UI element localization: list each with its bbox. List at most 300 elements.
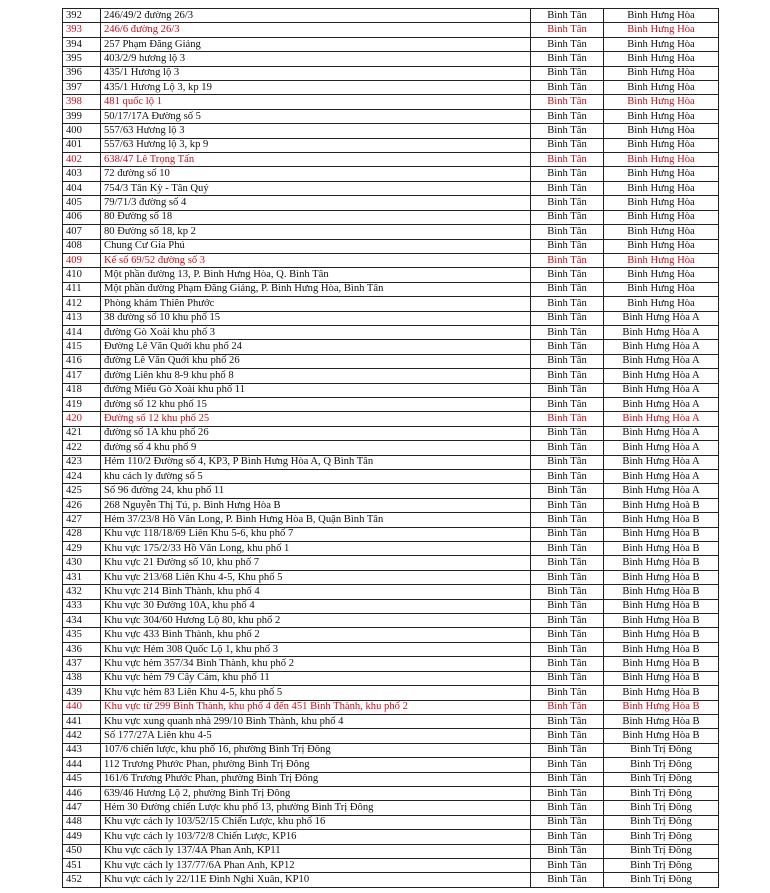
address-cell: Khu vực 304/60 Hương Lộ 80, khu phố 2 bbox=[101, 614, 531, 628]
district-cell: Bình Tân bbox=[531, 570, 604, 584]
row-number-cell: 395 bbox=[63, 52, 101, 66]
ward-cell: Bình Hưng Hòa bbox=[604, 167, 719, 181]
district-cell: Bình Tân bbox=[531, 95, 604, 109]
table-row bbox=[63, 599, 719, 613]
table-row bbox=[63, 830, 719, 844]
district-cell: Bình Tân bbox=[531, 758, 604, 772]
row-number-cell: 420 bbox=[63, 412, 101, 426]
ward-cell: Bình Hưng Hòa B bbox=[604, 585, 719, 599]
district-cell: Bình Tân bbox=[531, 124, 604, 138]
address-cell: Khu vực 175/2/33 Hồ Văn Long, khu phố 1 bbox=[101, 542, 531, 556]
district-cell: Bình Tân bbox=[531, 470, 604, 484]
district-cell: Bình Tân bbox=[531, 815, 604, 829]
table-row bbox=[63, 498, 719, 512]
row-number-cell: 392 bbox=[63, 9, 101, 23]
ward-cell: Bình Hưng Hòa bbox=[604, 109, 719, 123]
table-row bbox=[63, 642, 719, 656]
table-row bbox=[63, 470, 719, 484]
address-cell: Khu vực 30 Đường 10A, khu phố 4 bbox=[101, 599, 531, 613]
ward-cell: Bình Hưng Hoà B bbox=[604, 498, 719, 512]
ward-cell: Bình Trị Đông bbox=[604, 758, 719, 772]
address-cell: Một phần đường Phạm Đăng Giảng, P. Bình Hưng Hòa, Bình Tân bbox=[101, 282, 531, 296]
address-cell: đường Lê Văn Quới khu phố 26 bbox=[101, 354, 531, 368]
district-cell: Bình Tân bbox=[531, 599, 604, 613]
address-cell: Khu vực cách ly 22/11E Đình Nghi Xuân, KP10 bbox=[101, 873, 531, 887]
row-number-cell: 415 bbox=[63, 340, 101, 354]
district-cell: Bình Tân bbox=[531, 297, 604, 311]
table-row bbox=[63, 268, 719, 282]
district-cell: Bình Tân bbox=[531, 196, 604, 210]
district-cell: Bình Tân bbox=[531, 37, 604, 51]
address-cell: 268 Nguyễn Thị Tú, p. Bình Hưng Hòa B bbox=[101, 498, 531, 512]
ward-cell: Bình Hưng Hòa B bbox=[604, 542, 719, 556]
district-cell: Bình Tân bbox=[531, 700, 604, 714]
ward-cell: Bình Hưng Hòa B bbox=[604, 599, 719, 613]
address-cell: Hẻm 37/23/8 Hồ Văn Long, P. Bình Hưng Hòa B, Quận Bình Tân bbox=[101, 513, 531, 527]
address-cell: 435/1 Hương Lộ 3, kp 19 bbox=[101, 81, 531, 95]
row-number-cell: 435 bbox=[63, 628, 101, 642]
address-cell: Khu vực 118/18/69 Liên Khu 5-6, khu phố 7 bbox=[101, 527, 531, 541]
address-cell: đường số 1A khu phố 26 bbox=[101, 426, 531, 440]
address-cell: Chung Cư Gia Phú bbox=[101, 239, 531, 253]
table-row bbox=[63, 210, 719, 224]
address-cell: 72 đường số 10 bbox=[101, 167, 531, 181]
ward-cell: Bình Hưng Hòa bbox=[604, 23, 719, 37]
row-number-cell: 408 bbox=[63, 239, 101, 253]
row-number-cell: 423 bbox=[63, 455, 101, 469]
address-cell: Khu vực 433 Bình Thành, khu phố 2 bbox=[101, 628, 531, 642]
ward-cell: Bình Hưng Hòa bbox=[604, 124, 719, 138]
address-cell: Phòng khám Thiên Phước bbox=[101, 297, 531, 311]
address-cell: 557/63 Hương lộ 3 bbox=[101, 124, 531, 138]
ward-cell: Bình Trị Đông bbox=[604, 844, 719, 858]
ward-cell: Bình Hưng Hòa B bbox=[604, 556, 719, 570]
row-number-cell: 448 bbox=[63, 815, 101, 829]
district-cell: Bình Tân bbox=[531, 340, 604, 354]
address-cell: Khu vực cách ly 137/77/6A Phan Anh, KP12 bbox=[101, 858, 531, 872]
table-row bbox=[63, 181, 719, 195]
address-cell: Số 96 đường 24, khu phố 11 bbox=[101, 484, 531, 498]
table-row bbox=[63, 383, 719, 397]
row-number-cell: 443 bbox=[63, 743, 101, 757]
row-number-cell: 445 bbox=[63, 772, 101, 786]
ward-cell: Bình Trị Đông bbox=[604, 858, 719, 872]
district-cell: Bình Tân bbox=[531, 109, 604, 123]
address-cell: 107/6 chiến lược, khu phố 16, phường Bình Trị Đông bbox=[101, 743, 531, 757]
address-cell: Khu vực cách ly 103/52/15 Chiến Lược, khu phố 16 bbox=[101, 815, 531, 829]
district-cell: Bình Tân bbox=[531, 498, 604, 512]
row-number-cell: 400 bbox=[63, 124, 101, 138]
table-row bbox=[63, 628, 719, 642]
address-cell: 50/17/17A Đường số 5 bbox=[101, 109, 531, 123]
district-cell: Bình Tân bbox=[531, 642, 604, 656]
row-number-cell: 449 bbox=[63, 830, 101, 844]
ward-cell: Bình Hưng Hòa A bbox=[604, 470, 719, 484]
table-row bbox=[63, 325, 719, 339]
table-row bbox=[63, 614, 719, 628]
district-cell: Bình Tân bbox=[531, 138, 604, 152]
address-cell: Khu vực hẻm 83 Liên Khu 4-5, khu phố 5 bbox=[101, 686, 531, 700]
table-row bbox=[63, 686, 719, 700]
table-row bbox=[63, 81, 719, 95]
row-number-cell: 440 bbox=[63, 700, 101, 714]
ward-cell: Bình Hưng Hòa A bbox=[604, 325, 719, 339]
row-number-cell: 432 bbox=[63, 585, 101, 599]
district-cell: Bình Tân bbox=[531, 412, 604, 426]
table-row bbox=[63, 700, 719, 714]
table-row bbox=[63, 153, 719, 167]
district-cell: Bình Tân bbox=[531, 210, 604, 224]
ward-cell: Bình Hưng Hòa bbox=[604, 37, 719, 51]
row-number-cell: 450 bbox=[63, 844, 101, 858]
ward-cell: Bình Hưng Hòa bbox=[604, 196, 719, 210]
district-cell: Bình Tân bbox=[531, 614, 604, 628]
district-cell: Bình Tân bbox=[531, 167, 604, 181]
row-number-cell: 428 bbox=[63, 527, 101, 541]
ward-cell: Bình Trị Đông bbox=[604, 743, 719, 757]
row-number-cell: 402 bbox=[63, 153, 101, 167]
district-cell: Bình Tân bbox=[531, 455, 604, 469]
row-number-cell: 397 bbox=[63, 81, 101, 95]
ward-cell: Bình Hưng Hòa bbox=[604, 225, 719, 239]
table-body bbox=[63, 9, 719, 888]
row-number-cell: 413 bbox=[63, 311, 101, 325]
address-cell: Kế số 69/52 đường số 3 bbox=[101, 253, 531, 267]
table-row bbox=[63, 253, 719, 267]
table-row bbox=[63, 484, 719, 498]
table-row bbox=[63, 527, 719, 541]
district-cell: Bình Tân bbox=[531, 354, 604, 368]
table-row bbox=[63, 455, 719, 469]
ward-cell: Bình Hưng Hòa bbox=[604, 81, 719, 95]
table-row bbox=[63, 786, 719, 800]
address-cell: Khu vực hẻm 357/34 Bình Thành, khu phố 2 bbox=[101, 657, 531, 671]
district-cell: Bình Tân bbox=[531, 253, 604, 267]
row-number-cell: 438 bbox=[63, 671, 101, 685]
row-number-cell: 427 bbox=[63, 513, 101, 527]
district-cell: Bình Tân bbox=[531, 441, 604, 455]
table-row bbox=[63, 354, 719, 368]
ward-cell: Bình Hưng Hòa A bbox=[604, 369, 719, 383]
table-row bbox=[63, 196, 719, 210]
district-cell: Bình Tân bbox=[531, 772, 604, 786]
table-row bbox=[63, 369, 719, 383]
address-cell: đường số 12 khu phố 15 bbox=[101, 397, 531, 411]
ward-cell: Bình Hưng Hòa bbox=[604, 239, 719, 253]
table-row bbox=[63, 441, 719, 455]
ward-cell: Bình Hưng Hòa bbox=[604, 9, 719, 23]
district-cell: Bình Tân bbox=[531, 225, 604, 239]
table-row bbox=[63, 412, 719, 426]
ward-cell: Bình Hưng Hòa B bbox=[604, 700, 719, 714]
ward-cell: Bình Trị Đông bbox=[604, 786, 719, 800]
ward-cell: Bình Hưng Hòa bbox=[604, 253, 719, 267]
table-row bbox=[63, 239, 719, 253]
row-number-cell: 446 bbox=[63, 786, 101, 800]
row-number-cell: 410 bbox=[63, 268, 101, 282]
table-row bbox=[63, 873, 719, 887]
table-row bbox=[63, 671, 719, 685]
district-cell: Bình Tân bbox=[531, 311, 604, 325]
address-cell: 639/46 Hương Lộ 2, phường Bình Trị Đông bbox=[101, 786, 531, 800]
ward-cell: Bình Hưng Hòa B bbox=[604, 729, 719, 743]
address-cell: 403/2/9 hương lộ 3 bbox=[101, 52, 531, 66]
ward-cell: Bình Hưng Hòa A bbox=[604, 441, 719, 455]
row-number-cell: 404 bbox=[63, 181, 101, 195]
table-row bbox=[63, 513, 719, 527]
address-cell: 257 Phạm Đăng Giảng bbox=[101, 37, 531, 51]
address-cell: Khu vực cách ly 137/4A Phan Anh, KP11 bbox=[101, 844, 531, 858]
ward-cell: Bình Hưng Hòa B bbox=[604, 513, 719, 527]
district-cell: Bình Tân bbox=[531, 585, 604, 599]
table-row bbox=[63, 297, 719, 311]
district-cell: Bình Tân bbox=[531, 397, 604, 411]
district-cell: Bình Tân bbox=[531, 542, 604, 556]
address-cell: Đường số 12 khu phố 25 bbox=[101, 412, 531, 426]
ward-cell: Bình Hưng Hòa A bbox=[604, 426, 719, 440]
district-cell: Bình Tân bbox=[531, 556, 604, 570]
district-cell: Bình Tân bbox=[531, 844, 604, 858]
ward-cell: Bình Hưng Hòa B bbox=[604, 642, 719, 656]
ward-cell: Bình Trị Đông bbox=[604, 815, 719, 829]
row-number-cell: 452 bbox=[63, 873, 101, 887]
row-number-cell: 414 bbox=[63, 325, 101, 339]
row-number-cell: 437 bbox=[63, 657, 101, 671]
ward-cell: Bình Trị Đông bbox=[604, 801, 719, 815]
district-cell: Bình Tân bbox=[531, 81, 604, 95]
row-number-cell: 441 bbox=[63, 714, 101, 728]
location-table bbox=[62, 8, 719, 888]
table-row bbox=[63, 282, 719, 296]
table-row bbox=[63, 124, 719, 138]
district-cell: Bình Tân bbox=[531, 729, 604, 743]
address-cell: 161/6 Trương Phước Phan, phường Bình Trị Đông bbox=[101, 772, 531, 786]
district-cell: Bình Tân bbox=[531, 786, 604, 800]
row-number-cell: 444 bbox=[63, 758, 101, 772]
district-cell: Bình Tân bbox=[531, 873, 604, 887]
ward-cell: Bình Trị Đông bbox=[604, 873, 719, 887]
district-cell: Bình Tân bbox=[531, 830, 604, 844]
row-number-cell: 422 bbox=[63, 441, 101, 455]
table-row bbox=[63, 585, 719, 599]
address-cell: Khu vực xung quanh nhà 299/10 Bình Thành, khu phố 4 bbox=[101, 714, 531, 728]
row-number-cell: 405 bbox=[63, 196, 101, 210]
ward-cell: Bình Hưng Hòa A bbox=[604, 354, 719, 368]
ward-cell: Bình Hưng Hòa B bbox=[604, 527, 719, 541]
ward-cell: Bình Hưng Hòa A bbox=[604, 383, 719, 397]
district-cell: Bình Tân bbox=[531, 369, 604, 383]
table-row bbox=[63, 138, 719, 152]
district-cell: Bình Tân bbox=[531, 268, 604, 282]
row-number-cell: 411 bbox=[63, 282, 101, 296]
row-number-cell: 433 bbox=[63, 599, 101, 613]
table-row bbox=[63, 66, 719, 80]
address-cell: 80 Đường số 18, kp 2 bbox=[101, 225, 531, 239]
table-row bbox=[63, 95, 719, 109]
table-row bbox=[63, 729, 719, 743]
ward-cell: Bình Hưng Hòa B bbox=[604, 714, 719, 728]
row-number-cell: 434 bbox=[63, 614, 101, 628]
table-row bbox=[63, 657, 719, 671]
district-cell: Bình Tân bbox=[531, 484, 604, 498]
district-cell: Bình Tân bbox=[531, 239, 604, 253]
district-cell: Bình Tân bbox=[531, 628, 604, 642]
row-number-cell: 399 bbox=[63, 109, 101, 123]
row-number-cell: 412 bbox=[63, 297, 101, 311]
ward-cell: Bình Hưng Hòa A bbox=[604, 484, 719, 498]
address-cell: 79/71/3 đường số 4 bbox=[101, 196, 531, 210]
table-row bbox=[63, 772, 719, 786]
row-number-cell: 436 bbox=[63, 642, 101, 656]
ward-cell: Bình Hưng Hòa B bbox=[604, 671, 719, 685]
ward-cell: Bình Hưng Hòa bbox=[604, 153, 719, 167]
district-cell: Bình Tân bbox=[531, 671, 604, 685]
ward-cell: Bình Hưng Hòa B bbox=[604, 614, 719, 628]
ward-cell: Bình Hưng Hòa bbox=[604, 138, 719, 152]
address-cell: Đường Lê Văn Quới khu phố 24 bbox=[101, 340, 531, 354]
row-number-cell: 394 bbox=[63, 37, 101, 51]
row-number-cell: 418 bbox=[63, 383, 101, 397]
row-number-cell: 447 bbox=[63, 801, 101, 815]
address-cell: Khu vực 214 Bình Thành, khu phố 4 bbox=[101, 585, 531, 599]
address-cell: 246/49/2 đường 26/3 bbox=[101, 9, 531, 23]
ward-cell: Bình Hưng Hòa B bbox=[604, 570, 719, 584]
ward-cell: Bình Hưng Hòa bbox=[604, 95, 719, 109]
address-cell: 481 quốc lộ 1 bbox=[101, 95, 531, 109]
address-cell: Khu vực từ 299 Bình Thành, khu phố 4 đến 451 Bình Thành, khu phố 2 bbox=[101, 700, 531, 714]
row-number-cell: 393 bbox=[63, 23, 101, 37]
address-cell: 557/63 Hương lộ 3, kp 9 bbox=[101, 138, 531, 152]
district-cell: Bình Tân bbox=[531, 282, 604, 296]
district-cell: Bình Tân bbox=[531, 23, 604, 37]
district-cell: Bình Tân bbox=[531, 181, 604, 195]
district-cell: Bình Tân bbox=[531, 325, 604, 339]
table-row bbox=[63, 714, 719, 728]
address-cell: Khu vực cách ly 103/72/8 Chiến Lược, KP16 bbox=[101, 830, 531, 844]
row-number-cell: 401 bbox=[63, 138, 101, 152]
table-row bbox=[63, 542, 719, 556]
row-number-cell: 419 bbox=[63, 397, 101, 411]
table-row bbox=[63, 52, 719, 66]
district-cell: Bình Tân bbox=[531, 714, 604, 728]
address-cell: 638/47 Lê Trọng Tấn bbox=[101, 153, 531, 167]
row-number-cell: 426 bbox=[63, 498, 101, 512]
table-row bbox=[63, 801, 719, 815]
ward-cell: Bình Hưng Hòa A bbox=[604, 455, 719, 469]
address-cell: 80 Đường số 18 bbox=[101, 210, 531, 224]
ward-cell: Bình Hưng Hòa bbox=[604, 66, 719, 80]
row-number-cell: 396 bbox=[63, 66, 101, 80]
table-row bbox=[63, 743, 719, 757]
row-number-cell: 403 bbox=[63, 167, 101, 181]
row-number-cell: 407 bbox=[63, 225, 101, 239]
address-cell: Hẻm 30 Đường chiến Lược khu phố 13, phường Bình Trị Đông bbox=[101, 801, 531, 815]
district-cell: Bình Tân bbox=[531, 743, 604, 757]
table-row bbox=[63, 311, 719, 325]
table-row bbox=[63, 758, 719, 772]
row-number-cell: 439 bbox=[63, 686, 101, 700]
ward-cell: Bình Hưng Hòa bbox=[604, 52, 719, 66]
row-number-cell: 451 bbox=[63, 858, 101, 872]
table-row bbox=[63, 426, 719, 440]
district-cell: Bình Tân bbox=[531, 801, 604, 815]
address-cell: 246/6 đường 26/3 bbox=[101, 23, 531, 37]
address-cell: Hẻm 110/2 Đường số 4, KP3, P Bình Hưng Hòa A, Q Bình Tân bbox=[101, 455, 531, 469]
ward-cell: Bình Hưng Hòa bbox=[604, 181, 719, 195]
address-cell: Khu vực 21 Đường số 10, khu phố 7 bbox=[101, 556, 531, 570]
ward-cell: Bình Hưng Hòa B bbox=[604, 628, 719, 642]
district-cell: Bình Tân bbox=[531, 527, 604, 541]
row-number-cell: 430 bbox=[63, 556, 101, 570]
address-cell: Một phần đường 13, P. Bình Hưng Hòa, Q. Bình Tân bbox=[101, 268, 531, 282]
address-cell: đường Liên khu 8-9 khu phố 8 bbox=[101, 369, 531, 383]
address-cell: khu cách ly đường số 5 bbox=[101, 470, 531, 484]
district-cell: Bình Tân bbox=[531, 153, 604, 167]
district-cell: Bình Tân bbox=[531, 426, 604, 440]
address-cell: đường Gò Xoài khu phố 3 bbox=[101, 325, 531, 339]
ward-cell: Bình Hưng Hòa B bbox=[604, 657, 719, 671]
ward-cell: Bình Hưng Hòa bbox=[604, 282, 719, 296]
table-row bbox=[63, 397, 719, 411]
address-cell: 112 Trương Phước Phan, phường Bình Trị Đông bbox=[101, 758, 531, 772]
table-row bbox=[63, 37, 719, 51]
ward-cell: Bình Hưng Hòa bbox=[604, 210, 719, 224]
district-cell: Bình Tân bbox=[531, 657, 604, 671]
ward-cell: Bình Hưng Hòa bbox=[604, 268, 719, 282]
row-number-cell: 442 bbox=[63, 729, 101, 743]
row-number-cell: 406 bbox=[63, 210, 101, 224]
district-cell: Bình Tân bbox=[531, 858, 604, 872]
ward-cell: Bình Hưng Hòa B bbox=[604, 686, 719, 700]
row-number-cell: 429 bbox=[63, 542, 101, 556]
table-row bbox=[63, 167, 719, 181]
row-number-cell: 416 bbox=[63, 354, 101, 368]
address-cell: đường Miếu Gò Xoài khu phố 11 bbox=[101, 383, 531, 397]
row-number-cell: 421 bbox=[63, 426, 101, 440]
address-cell: Số 177/27A Liên khu 4-5 bbox=[101, 729, 531, 743]
table-row bbox=[63, 225, 719, 239]
district-cell: Bình Tân bbox=[531, 9, 604, 23]
district-cell: Bình Tân bbox=[531, 52, 604, 66]
row-number-cell: 398 bbox=[63, 95, 101, 109]
ward-cell: Bình Trị Đông bbox=[604, 830, 719, 844]
address-cell: Khu vực hẻm 79 Cây Cám, khu phố 11 bbox=[101, 671, 531, 685]
table-row bbox=[63, 340, 719, 354]
table-row bbox=[63, 556, 719, 570]
row-number-cell: 431 bbox=[63, 570, 101, 584]
row-number-cell: 424 bbox=[63, 470, 101, 484]
ward-cell: Bình Hưng Hòa A bbox=[604, 412, 719, 426]
table-row bbox=[63, 858, 719, 872]
row-number-cell: 417 bbox=[63, 369, 101, 383]
ward-cell: Bình Hưng Hòa A bbox=[604, 311, 719, 325]
address-cell: 435/1 Hương lộ 3 bbox=[101, 66, 531, 80]
address-cell: Khu vực Hẻm 308 Quốc Lộ 1, khu phố 3 bbox=[101, 642, 531, 656]
row-number-cell: 425 bbox=[63, 484, 101, 498]
table-row bbox=[63, 844, 719, 858]
ward-cell: Bình Hưng Hòa bbox=[604, 297, 719, 311]
row-number-cell: 409 bbox=[63, 253, 101, 267]
address-cell: Khu vực 213/68 Liên Khu 4-5, Khu phố 5 bbox=[101, 570, 531, 584]
ward-cell: Bình Trị Đông bbox=[604, 772, 719, 786]
table-row bbox=[63, 9, 719, 23]
table-row bbox=[63, 109, 719, 123]
district-cell: Bình Tân bbox=[531, 513, 604, 527]
district-cell: Bình Tân bbox=[531, 686, 604, 700]
ward-cell: Bình Hưng Hòa A bbox=[604, 340, 719, 354]
table-row bbox=[63, 570, 719, 584]
address-cell: 38 đường số 10 khu phố 15 bbox=[101, 311, 531, 325]
